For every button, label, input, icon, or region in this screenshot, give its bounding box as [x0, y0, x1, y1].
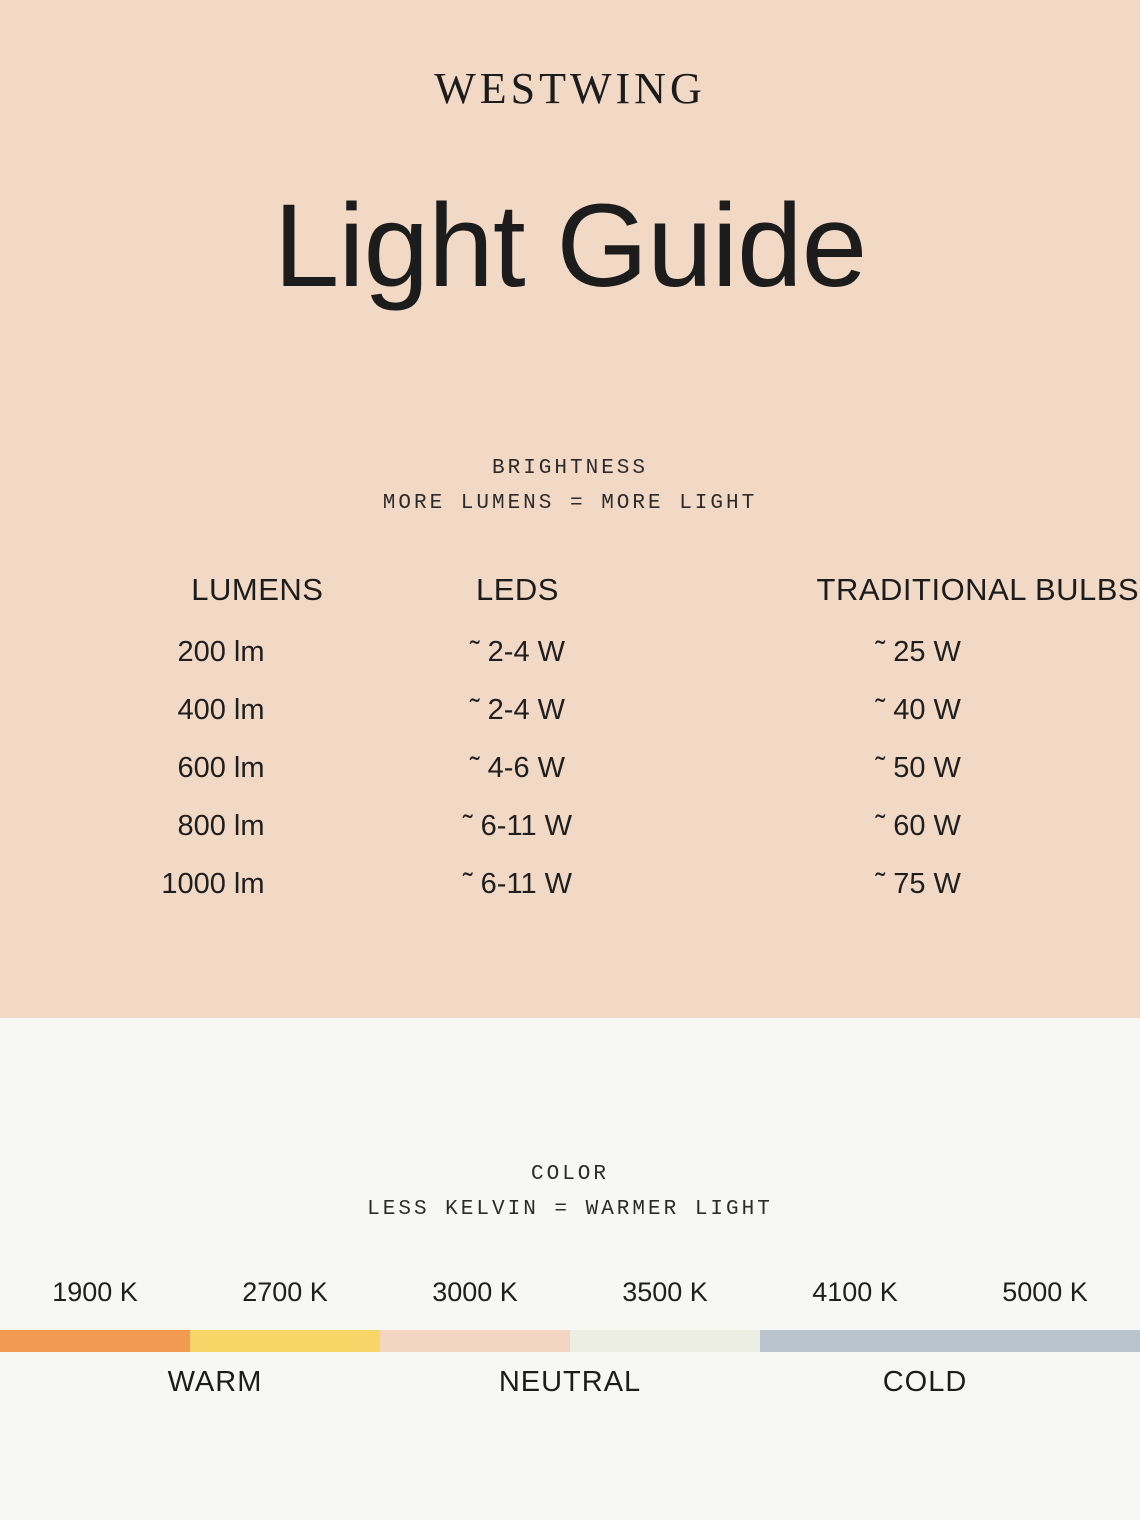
kelvin-scale-labels [0, 1277, 1140, 1308]
kelvin-label: 3000 K [432, 1277, 518, 1307]
color-temperature-bar [0, 1330, 1140, 1352]
color-swatch [950, 1330, 1140, 1352]
table-row [0, 868, 1140, 926]
table-row [0, 636, 1140, 694]
kelvin-label: 3500 K [622, 1277, 708, 1307]
cell-leds: ˜ 4-6 W [469, 752, 566, 784]
cell-traditional: ˜ 60 W [875, 810, 961, 842]
color-swatch [570, 1330, 760, 1352]
cell-traditional: ˜ 40 W [875, 694, 961, 726]
kelvin-label: 4100 K [812, 1277, 898, 1307]
cell-leds: ˜ 6-11 W [462, 810, 573, 842]
column-header-traditional-bulbs: TRADITIONAL BULBS [816, 572, 1140, 607]
temperature-label-neutral: NEUTRAL [498, 1366, 642, 1398]
column-header-leds: LEDS [476, 572, 559, 607]
kelvin-label: 1900 K [52, 1277, 138, 1307]
cell-lumens: 200 lm [177, 636, 265, 668]
color-caption [0, 1158, 1140, 1227]
table-header-row [0, 572, 1140, 636]
kelvin-label: 2700 K [242, 1277, 328, 1307]
brightness-caption-line2: MORE LUMENS = MORE LIGHT [382, 491, 758, 515]
cell-traditional: ˜ 25 W [875, 636, 961, 668]
cell-traditional: ˜ 50 W [875, 752, 961, 784]
color-caption-line2: LESS KELVIN = WARMER LIGHT [367, 1197, 773, 1221]
brand-logo: WESTWING [434, 64, 706, 113]
temperature-label-cold: COLD [882, 1366, 968, 1398]
table-row [0, 694, 1140, 752]
brightness-caption-line1: BRIGHTNESS [491, 457, 649, 480]
color-panel [0, 1018, 1140, 1520]
color-swatch [190, 1330, 380, 1352]
page-title: Light Guide [273, 180, 867, 312]
brightness-caption [0, 452, 1140, 521]
brightness-table [0, 572, 1140, 926]
cell-lumens: 1000 lm [161, 868, 265, 900]
temperature-label-warm: WARM [167, 1366, 263, 1398]
color-swatch [0, 1330, 190, 1352]
cell-leds: ˜ 6-11 W [462, 868, 573, 900]
color-caption-line1: COLOR [530, 1163, 609, 1186]
table-row [0, 752, 1140, 810]
cell-lumens: 800 lm [177, 810, 265, 842]
color-swatch [760, 1330, 950, 1352]
cell-leds: ˜ 2-4 W [469, 636, 566, 668]
kelvin-label: 5000 K [1002, 1277, 1088, 1307]
table-row [0, 810, 1140, 868]
cell-leds: ˜ 2-4 W [469, 694, 566, 726]
color-swatch [380, 1330, 570, 1352]
cell-lumens: 400 lm [177, 694, 265, 726]
cell-traditional: ˜ 75 W [875, 868, 961, 900]
column-header-lumens: LUMENS [191, 572, 324, 607]
cell-lumens: 600 lm [177, 752, 265, 784]
temperature-labels [0, 1366, 1140, 1399]
